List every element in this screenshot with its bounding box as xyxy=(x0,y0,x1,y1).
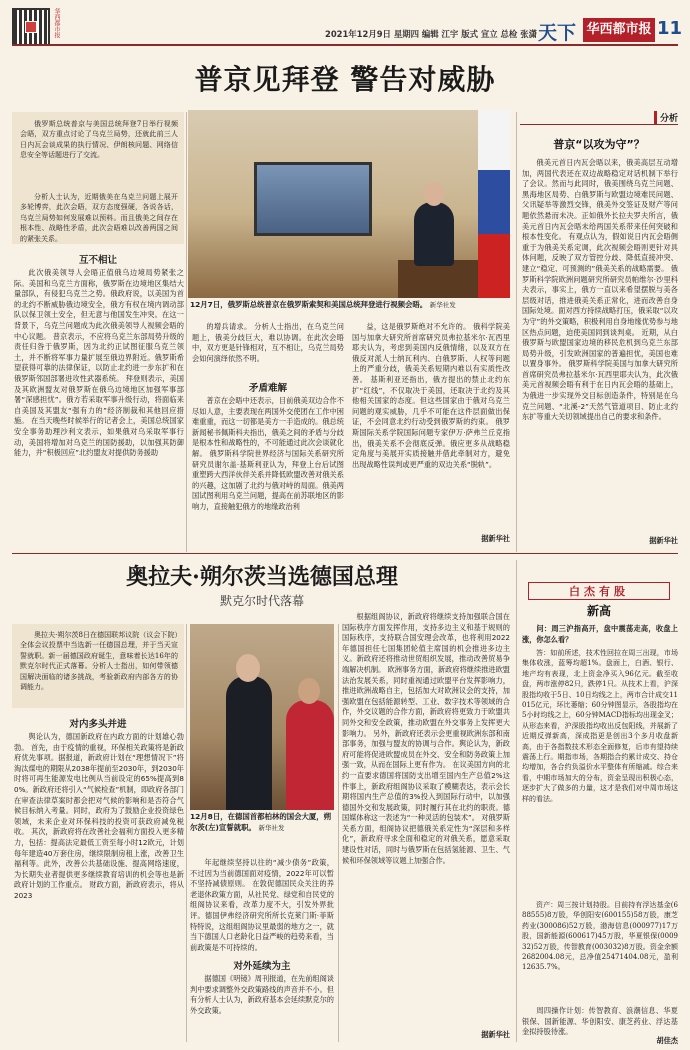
analysis-label: 分析 xyxy=(654,111,678,124)
qa-byline: 胡佳杰 xyxy=(656,1036,678,1045)
article2-lead: 奥拉夫·朔尔茨8日在德国联邦议院（议会下院）全体会议投票中当选新一任德国总理，并于当天宣誓就职。新一届德国政府诞生，意味着长达16年的默克尔时代正式落幕。分析人士指出，如何带领德国解决面临的诸多挑战，考验新政府内部各方的协调能力。 xyxy=(20,631,178,692)
article2-lead-box xyxy=(12,624,184,708)
photo-woman-head xyxy=(298,678,320,704)
article1-sub2: 矛盾难解 xyxy=(248,383,287,394)
divider xyxy=(338,624,339,1042)
divider xyxy=(186,112,187,552)
paper-name-banner xyxy=(583,18,655,42)
section-divider xyxy=(12,553,678,554)
article2-headline: 奥拉夫·朔尔茨当选德国总理 xyxy=(126,564,398,590)
article1-photo-caption xyxy=(190,300,510,311)
divider xyxy=(516,560,517,1042)
article2-photo-caption-text: 12月8日，在德国首都柏林的国会大厦，朔尔茨(左)宣誓就职。 xyxy=(190,812,332,832)
section-label: 天下 xyxy=(538,22,577,44)
article2-sub1: 对内多头并进 xyxy=(69,719,127,730)
article1-col3-byline: 据新华社 xyxy=(481,534,510,543)
sidebar-text: 俄美元首日内瓦会晤以来，俄美高层互动增加，两国代表还在双边战略稳定对话机制下举行了会议。然而与此同时，俄美围绕乌克兰问题、黑海地区局势、白俄罗斯与欧盟边境难民问题、父讯疑举等激烈交锋，俄美外交签证及财产等问题依然悬而未决。正如俄外长拉夫罗夫所言，俄美元首日内瓦会晤未给两国关系带来任何突破和根本性变化。 有观点认为，假如说日内瓦会晤侧重于为俄美关系定调，此次视频会晤则更针对具体问题，反映了双方管控分歧、降低直接冲突、建立“稳定、可预测的”俄美关系的战略需要。 俄罗斯科学院欧洲问题研究所研究员帕维尔·沙里科夫表示，事实上，俄方一直以来希望摆脱与美各层级对话，推进俄美关系正常化，进而改善自身国际处境。面对西方持续战略打压，俄采取“以攻为守”的外交策略，积极利用自身地缘优势参与地区热点问题，迫使美国同到谈判桌。 近期，从白俄罗斯与欧盟国家边境的移民危机到乌克兰东部局势升级，引发欧洲国家的普遍担忧，美国也难以置身事外。 俄罗斯科学院美国与加拿大研究所首席研究员弗拉基米尔·瓦西里耶夫认为，此次俄美元首视频会晤有利于在日内瓦会晤的基础上，为俄进一步实现外交目标创造条件，特别是在乌克兰问题、“北溪-2”天然气管道项目、防止北约东扩等重大关切领域提出自己的要求和条件。 xyxy=(522,158,678,422)
qa-plan: 周四操作计划：传智教育、浪潮信息、华夏银保、国新能源、华创阳安、康芝药业、浮达基金拟持股待涨。 xyxy=(522,1006,678,1037)
article1-lead-2: 分析人士认为，近期俄美在乌克兰问题上展开多轮博弈，此次会晤，双方态度强硬，各说各话，乌克兰局势如何发展难以预料。而且俄美之间存在根本性、战略性矛盾，此次会晤难以改善两国之间的紧张关系。 xyxy=(20,193,178,242)
article1-lead: 俄罗斯总统普京与美国总统拜登7日举行视频会晤，双方重点讨论了乌克兰局势，还就此前三人日内瓦会谈成果的执行情况、伊朗核问题、网络信息安全等话题进行了交流。 xyxy=(20,120,178,160)
qr-note: 华西都市报 xyxy=(53,8,60,38)
column-title: 新高 xyxy=(586,604,611,618)
article1-col1-text: 此次俄美领导人会晤正值俄乌边境局势紧张之际。美国和乌克兰方面称，俄罗斯在边境地区集结大量部队，有侵犯乌克兰之势。俄政府说，以美国为首的北约不断威胁俄边境安全，俄方有权在境内调动部队以保卫领土安全，但无意与他国发生冲突。在这一背景下，乌克兰问题成为此次俄美领导人视频会晤的中心议题。 普京表示，不应将乌克兰东部局势升级的责任归咎于俄罗斯，因为北约正试图征服乌克兰领土，并不断将军事力量扩展至俄边界附近。俄罗斯希望获得可靠的法律保证，以防止北约进一步东扩和在俄罗斯邻国部署进攻性武器系统。 拜登则表示，美国及其欧洲盟友对俄罗斯在俄乌边境地区加强军事部署“深感担忧”。俄方若采取军事升级行动，将面临来自美国及其盟友“强有力的”经济制裁和其他回应措施。 在当天晚些时候举行的记者会上，美国总统国家安全事务助理沙利文表示，如果俄对乌采取军事行动，美国将增加对乌克兰的国防援助，以加强其防御能力，并“积极回应”北约盟友对提供防务援助 xyxy=(14,268,184,458)
qa-asset: 资产：周三按计划持股。目前持有浮达基金(688555)8万股，华创阳安(600155)58万股，康芝药业(300086)52万股，渤海信息(000977)17万股，国新能源(600617)45万股，华夏银保(000932)52万股，传智教育(003032)8万股。资金余额2682004.08元，总净值25471404.08元，盈利12635.7%。 xyxy=(522,901,678,972)
masthead-rule xyxy=(12,44,678,46)
article2-col2-text-b: 据德国《明镜》周刊报道，在先前组阁谈判中要求调整外交政策路线的声音并不小。但有分析人士认为，新政府基本会延续默克尔的外交政策。 xyxy=(190,974,334,1015)
article1-col2-text: 的增兵请求。 分析人士指出，在乌克兰问题上，俄美分歧巨大，难以协调。在此次会晤中，双方更是针锋相对，互不相让，乌克兰局势会如何演绎依然不明。 xyxy=(192,322,344,363)
scholz-oath-photo xyxy=(190,624,334,810)
qr-code xyxy=(12,8,50,46)
date-line: 2021年12月9日 星期四 编辑 江宇 版式 宣立 总检 张潇 xyxy=(325,29,537,39)
article1-photo-credit: 新华社发 xyxy=(429,301,456,309)
analysis-label-bar xyxy=(520,110,678,125)
article1-lead-box xyxy=(12,112,184,244)
sidebar-title: 普京“以攻为守”？ xyxy=(553,138,645,151)
column-label: 白杰有股 xyxy=(528,582,670,600)
article2-photo-credit: 新华社发 xyxy=(258,823,285,832)
page-number: 11 xyxy=(657,18,683,39)
article2-photo-caption xyxy=(190,812,334,833)
photo-man-head xyxy=(236,654,260,682)
article1-photo-caption-text: 12月7日，俄罗斯总统普京在俄罗斯索契和美国总统拜登进行视频会晤。 xyxy=(190,300,428,309)
article1-sub1: 互不相让 xyxy=(78,255,117,266)
article1-col3-text: 益，这是俄罗斯绝对不允许的。 俄科学院美国与加拿大研究所首席研究员弗拉基米尔·瓦西里耶夫认为，考虑到美国内反俄情绪，以及双方在俄反对派人士纳瓦利内、白俄罗斯、人权等问题上的严重分歧，俄美关系短期内难以有实质性改善。 基斯利亚还指出，俄方提出的禁止北约东扩“红线”，不仅取决于美国，还取决于北约及其他相关国家的态度。但这些国家由于俄对乌克兰问题的观实威胁，几乎不可能在这件层面做出保证，不会同意北约行动受到俄罗斯的约束。 俄罗斯国际关系学院国际问题专家伊万·萨弗兰丘克指出，俄美关系不会彻底反弹。俄应更多从战略稳定角度与美展开实质接触并借此牵制对方，避免出现战略性误判或更严重的双边关系“脱轨”。 xyxy=(352,322,510,469)
sidebar-byline: 据新华社 xyxy=(649,536,678,545)
article2-col2-text: 年起继续坚持以往的“减少债务”政策，不过因为当前德国面对疫情，2022年可以暂不坚持减债原则。 在敦促德国民众关注的养老退休政策方面，从社民党、绿党和自民党的组阁协议来看，改革力度不大，引发外界批评。德国伊弗经济研究所所长克莱门斯·菲斯特特说，这组组阁协议里最弱的地方之一，就当下德国人口老龄化日益严峻的趋势来看，当前政策是不可持续的。 xyxy=(190,858,334,952)
photo-screen xyxy=(254,162,372,236)
putin-video-photo xyxy=(188,110,510,298)
photo-head xyxy=(424,182,444,206)
article2-col3-text: 根据组阁协议，新政府将继续支持加强联合国在国际秩序方面发挥作用，支持多边主义和基于规则的国际秩序，支持联合国安理会改革，也将利用2022年德国担任七国集团轮值主席国的机会推进多边主义。新政府还将推动世贸组织发展，推动改善贸易争端解决机制。 欧洲事务方面，新政府将继续推进欧盟法治发展关系，同时重视通过欧盟平台发挥影响力，推进欧洲战略自主，包括加大对欧洲议会的支持，加强欧盟在包括能源转型、工业、数字技术等领域的合作，外交议题的合作方面，新政府将更致力于欧盟共同外交和安全政策，推动欧盟在外交事务上发挥更大影响力。 另外，新政府还表示会更重视欧洲东部和南部事务，加强与盟友的协调与合作。舆论认为，新政府可能将促进欧盟成员在外交、安全和防务政策上加强一致，从而在国际上更有作为。 在议美国方向的北约一直要求德国将国防支出增至国内生产总值2%这件事上，新政府组阁协议采取了模糊表达，表示会长期将国内生产总值的3%投入到国际行动中，以加强德国外交和发展政策，同时履行其在北约的职责。德国媒体称这一表述为“一种灵活的包装术”。 对俄罗斯关系方面，组阁协议把德俄关系定性为“深层和多样化”，新政府寻求全面和稳定的对俄关系，愿意采取建设性对话，同时与俄罗斯在包括氢能源、卫生、气候和环保领域等议题上加强合作。 xyxy=(342,612,510,865)
photo-woman xyxy=(286,700,334,810)
article2-col1-text: 舆论认为，德国新政府在内政方面的计划雄心勃勃。 首先，由于疫情的重视，环保相关政策将是新政府优先事项。据报道，新政府计划在“理想情况下”将淘汰煤电的期限从2038年提前至2030年，到2030年时将可再生能源发电比例从当前设定的65%提高到80%。新政府还将引入“气候检查”机制，即政府各部门在审查法律草案时都会把对气候的影响和是否符合气候目标纳入考量。同时，政府为了鼓励企业投资绿色领域，未来企业对环保科技的投资可获政府减免税收。 其次，新政府将在改善社会福利方面投入更多精力，包括：提高法定最低工资至每小时12欧元，计划每年建造40万套住房，继续限制房租上涨，改善卫生福利等。此外，改善公共基础设施、提高网络速度，为长期失业者提供更多继续教育培训的机会等也是新政府计划的工作重点。 财政方面，新政府表示，将从2023 xyxy=(14,732,184,900)
divider xyxy=(186,624,187,1042)
qa-question: 问：周三沪指高开，盘中震荡走高，收盘上涨，你怎么看？ xyxy=(522,624,678,644)
article1-headline: 普京见拜登 警告对威胁 xyxy=(194,63,496,96)
divider xyxy=(516,112,517,552)
photo-figure xyxy=(414,202,454,266)
photo-man xyxy=(226,676,272,810)
article1-col2-text-b: 普京在会晤中还表示，目前俄美双边合作不尽如人意，主要表现在两国外交使团在工作中困难重重，而这一切都是美方一手造成的。俄总统新闻秘书佩斯科夫指出，俄美之间的矛盾与分歧是根本性和战略性的，不可能通过此次会谈就化解。 俄罗斯科学院世界经济与国际关系研究所研究员谢尔盖·基斯利亚认为，拜登上台后试图重塑跨大西洋伙伴关系并降低欧盟改善对俄关系的兴趣，这加剧了北约与俄对峙的局面。俄美两国试图利用乌克兰问题，提高在前苏联地区的影响力，直接触犯俄方的地缘政治利 xyxy=(192,396,344,511)
photo-flag xyxy=(478,110,510,298)
qa-answer: 答：如前所述，技术性回拉在周三出现，市场集体收涨，蓝筹均超1%。盘面上，白酒、银行、地产均有表现，北上资金净买入96亿元。截至收盘，两市涨停82只，跌停1只。从技术上看，沪深股指均收于5日、10日均线之上，两市合计成交11015亿元，环比萎缩；60分钟图显示，各股指均在5小时均线之上，60分钟MACD指标均出现金叉；从形态来看，沪深股指均收出反包阳线，并展新了近期反弹新高，深成指更是创出3个多月收盘新高，由于各指数技术形态全面修复，后市有望持续震荡上行。期指市场，各期指合约累计成交、持仓均增加，各合约负溢价水平整体有所缩减。综合来看，中期市场加大的分布，资金呈现出积极心态，逐步扩大了做多的力量，这才是我们对中周市场这样的看法。 xyxy=(522,649,678,803)
paper-name: 华西都市报 xyxy=(586,22,652,37)
article2-subhead: 默克尔时代落幕 xyxy=(219,594,304,608)
article2-sub2: 对外延续为主 xyxy=(233,961,291,972)
article2-col3-byline: 据新华社 xyxy=(481,1030,510,1039)
